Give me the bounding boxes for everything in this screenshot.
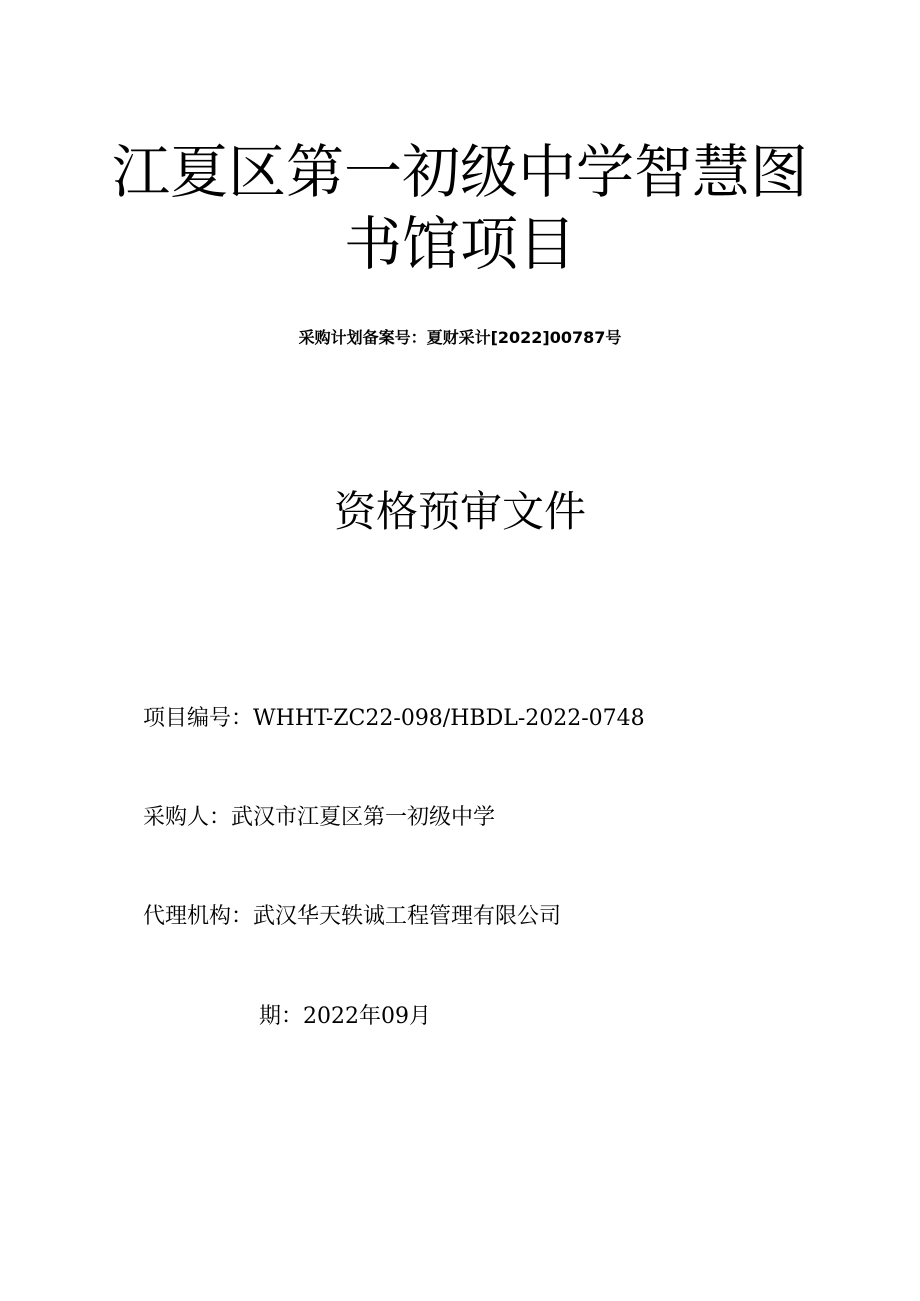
date-value: 2022年09月 bbox=[303, 1004, 431, 1029]
document-title-line-1: 江夏区第一初级中学智慧图 bbox=[111, 138, 808, 206]
document-type-heading: 资格预审文件 bbox=[333, 487, 586, 536]
project-number-label: 项目编号： bbox=[143, 706, 254, 731]
agency-label: 代理机构： bbox=[143, 904, 254, 929]
purchaser-value: 武汉市江夏区第一初级中学 bbox=[231, 805, 496, 830]
document-title-line-2: 书馆项目 bbox=[343, 210, 576, 278]
procurement-plan-record-number: 采购计划备案号：夏财采计[2022]00787号 bbox=[298, 328, 622, 347]
project-number-value: WHHT-ZC22-098/HBDL-2022-0748 bbox=[253, 706, 645, 731]
project-number-row bbox=[143, 704, 645, 734]
purchaser-row bbox=[143, 803, 495, 833]
agency-row bbox=[143, 902, 561, 932]
agency-value: 武汉华天轶诚工程管理有限公司 bbox=[253, 904, 562, 929]
date-row bbox=[259, 1002, 431, 1032]
date-label: 期： bbox=[259, 1004, 304, 1029]
purchaser-label: 采购人： bbox=[143, 805, 232, 830]
